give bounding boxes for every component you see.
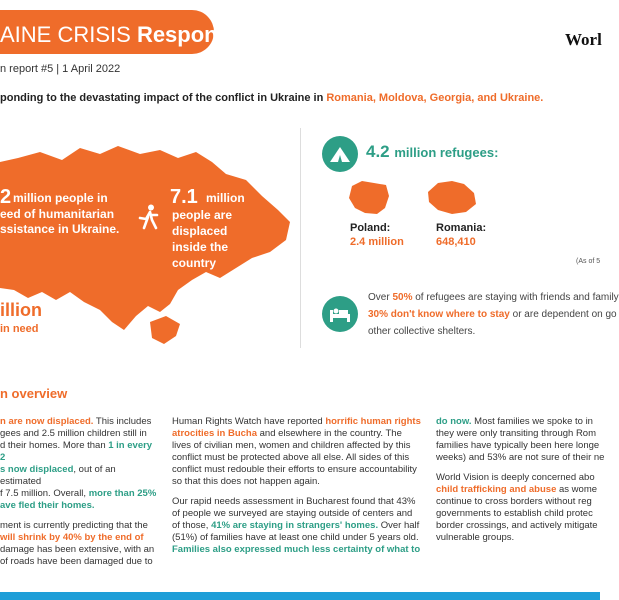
displaced-line-2: displaced [172, 224, 228, 238]
divider [300, 128, 301, 348]
stay-line-2: 30% don't know where to stay or are dependent on go [368, 309, 617, 320]
displaced-line-3: inside the [172, 240, 229, 254]
intro-line: ponding to the devastating impact of the conflict in Ukraine in Romania, Moldova, Georgia, and Ukraine. [0, 92, 544, 104]
displaced-number: 7.1 [170, 186, 198, 208]
overview-column-1: n are now displaced. This includes gees and 2.5 million children still in d their homes. More than 1 in every 2 s now displaced, out of an estimated f 7.5 million. Overall, more than 25% ave fled their homes. ment is currently predicting that the will shrink by 40% by the end of damage has been extensive, with an of roads have been damaged due to [0, 416, 157, 567]
refugees-headline [366, 142, 498, 162]
poland-value: 2.4 million [350, 236, 404, 248]
stay-line-1: Over 50% of refugees are staying with friends and family [368, 292, 619, 303]
as-of-note: (As of 5 [576, 258, 601, 265]
overview-heading: n overview [0, 386, 68, 401]
displaced-unit: million [206, 191, 245, 205]
refugees-number: 4.2 [366, 142, 390, 161]
poland-map [346, 178, 392, 218]
humanitarian-line-2: eed of humanitarian [0, 207, 115, 221]
report-title: AINE CRISIS Response [0, 22, 243, 47]
stay-line-3: other collective shelters. [368, 326, 476, 337]
overview-column-2: Human Rights Watch have reported horrific human rights atrocities in Bucha and elsewhere in the country. The lives of civilian men, women and children affected by this conflict must be protected above all else. All sides of this conflict must redouble their efforts to ensure accountability so that this does not happen again. Our rapid needs assessment in Bucharest found that 43% of people we surveyed are staying outside of centers and of those, 41% are staying in strangers' homes. Over half (51%) of families have at least one child under 5 years old. Families also expressed much less certainty of what to [172, 416, 421, 555]
tent-icon [322, 136, 358, 172]
romania-value: 648,410 [436, 236, 476, 248]
humanitarian-number: 2 [0, 186, 12, 208]
children-number: illion [0, 300, 42, 320]
romania-name: Romania: [436, 222, 487, 234]
overview-column-3: do now. Most families we spoke to in they were only transiting through Rom families have typically been here longe weeks) and 53% are not sure of their ne World Vision is deeply concerned abo child trafficking and abuse as wome continue to cross borders without reg governments to establish child protec border crossings, and actively mitigate vulnerable groups. [436, 416, 605, 543]
humanitarian-line-3: ssistance in Ukraine. [0, 222, 120, 236]
humanitarian-line-1: million people in [13, 191, 108, 205]
report-subtitle: n report #5 | 1 April 2022 [0, 63, 121, 75]
refugees-label: million refugees: [394, 145, 499, 160]
poland-name: Poland: [350, 222, 391, 234]
footer-bar [0, 592, 600, 600]
bed-icon [322, 296, 358, 332]
displaced-line-1: people are [172, 208, 233, 222]
person-walking-icon [136, 204, 160, 230]
displaced-line-4: country [172, 256, 217, 270]
children-line: in need [0, 323, 39, 335]
romania-map [424, 178, 480, 218]
world-vision-logo: Worl [565, 30, 602, 49]
ukraine-map [0, 140, 300, 370]
